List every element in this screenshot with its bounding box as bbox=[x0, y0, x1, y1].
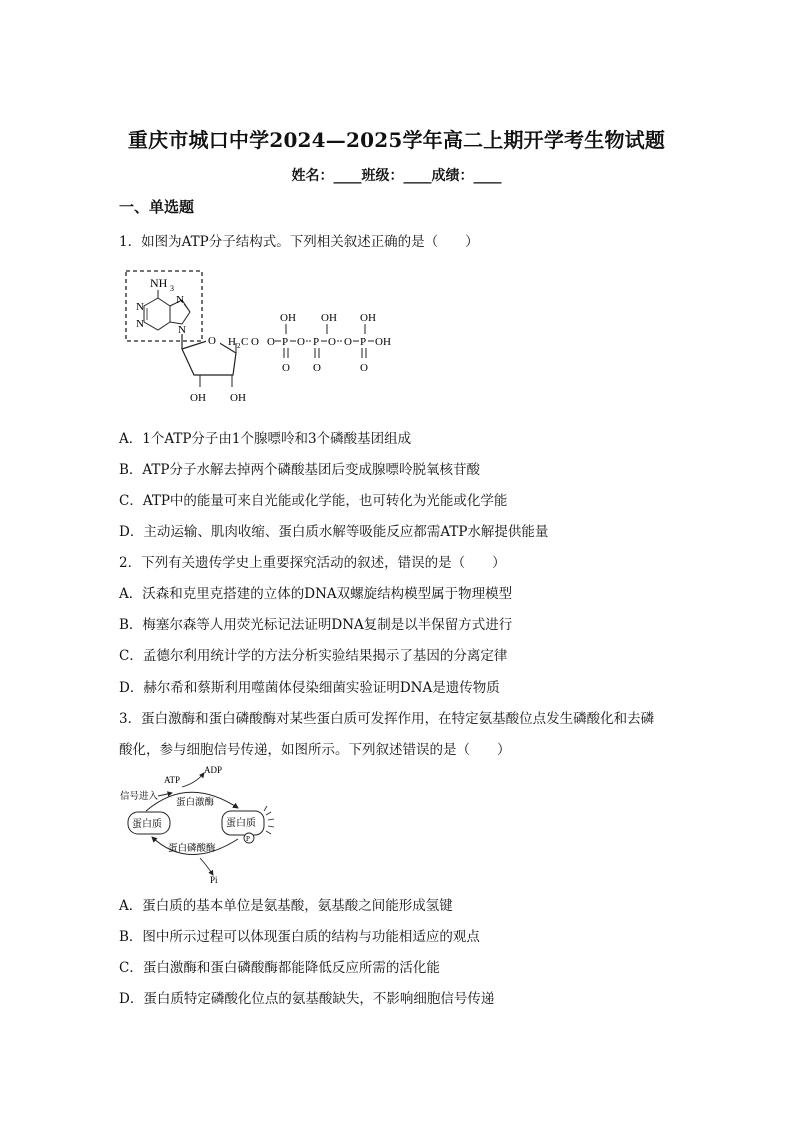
svg-text:O: O bbox=[313, 362, 321, 374]
svg-text:O: O bbox=[282, 362, 290, 374]
svg-text:P: P bbox=[282, 336, 289, 348]
pi-label: Pi bbox=[210, 875, 218, 885]
protein-phosphorylation-figure bbox=[118, 763, 283, 885]
svg-text:N: N bbox=[178, 324, 186, 336]
adp-label: ADP bbox=[204, 765, 223, 775]
svg-text:P: P bbox=[313, 336, 320, 348]
atp-label: ATP bbox=[164, 775, 181, 785]
protein-label: 蛋白质 bbox=[132, 819, 162, 830]
svg-text:N: N bbox=[136, 301, 144, 313]
signal-in-label: 信号进入 bbox=[120, 792, 159, 802]
svg-text:O: O bbox=[297, 336, 305, 348]
q3-option-d: D．蛋白质特定磷酸化位点的氨基酸缺失，不影响细胞信号传递 bbox=[119, 991, 495, 1007]
svg-text:C: C bbox=[241, 336, 249, 348]
q3-option-c: C．蛋白激酶和蛋白磷酸酶都能降低反应所需的活化能 bbox=[119, 960, 440, 976]
svg-text:O: O bbox=[360, 362, 368, 374]
svg-text:OH: OH bbox=[190, 392, 206, 404]
question-3-stem-line1: 3．蛋白激酶和蛋白磷酸酶对某些蛋白质可发挥作用，在特定氨基酸位点发生磷酸化和去磷 bbox=[119, 711, 655, 727]
phosphatase-label: 蛋白磷酸酶 bbox=[168, 844, 216, 854]
question-2-stem: 2．下列有关遗传学史上重要探究活动的叙述，错误的是（ ） bbox=[119, 555, 506, 571]
svg-text:OH: OH bbox=[230, 392, 246, 404]
question-3-stem-line2: 酸化，参与细胞信号传递，如图所示。下列叙述错误的是（ ） bbox=[119, 742, 511, 758]
svg-text:H: H bbox=[228, 336, 236, 348]
q1-option-b: B．ATP分子水解去掉两个磷酸基团后变成腺嘌呤脱氧核苷酸 bbox=[119, 462, 481, 478]
svg-text:2: 2 bbox=[237, 342, 241, 350]
student-info: 姓名：____班级：____成绩：____ bbox=[291, 168, 502, 184]
svg-text:O: O bbox=[251, 336, 259, 348]
kinase-label: 蛋白激酶 bbox=[176, 798, 215, 808]
svg-text:O: O bbox=[344, 336, 352, 348]
nh3-label: NH bbox=[150, 276, 168, 290]
q2-option-a: A．沃森和克里克搭建的立体的DNA双螺旋结构模型属于物理模型 bbox=[119, 586, 513, 602]
q2-option-b: B．梅塞尔森等人用荧光标记法证明DNA复制是以半保留方式进行 bbox=[119, 617, 513, 633]
q2-option-c: C．孟德尔利用统计学的方法分析实验结果揭示了基因的分离定律 bbox=[119, 648, 508, 664]
svg-text:O: O bbox=[208, 335, 216, 347]
svg-text:N: N bbox=[176, 294, 184, 306]
atp-structure-figure bbox=[118, 265, 418, 410]
svg-text:O: O bbox=[328, 336, 336, 348]
phospho-protein-label: 蛋白质 bbox=[226, 818, 256, 829]
nh3-subscript: 3 bbox=[170, 284, 174, 293]
q1-option-c: C．ATP中的能量可来自光能或化学能，也可转化为光能或化学能 bbox=[119, 493, 508, 509]
svg-text:P: P bbox=[360, 336, 367, 348]
svg-text:N: N bbox=[136, 318, 144, 330]
q3-option-a: A．蛋白质的基本单位是氨基酸，氨基酸之间能形成氢键 bbox=[119, 898, 453, 914]
q3-option-b: B．图中所示过程可以体现蛋白质的结构与功能相适应的观点 bbox=[119, 929, 480, 945]
svg-text:OH: OH bbox=[375, 336, 391, 348]
svg-text:OH: OH bbox=[360, 312, 376, 324]
phosphate-symbol: P bbox=[246, 835, 250, 843]
q1-option-a: A．1个ATP分子由1个腺嘌呤和3个磷酸基团组成 bbox=[119, 431, 412, 447]
svg-text:OH: OH bbox=[321, 312, 337, 324]
svg-text:O: O bbox=[267, 336, 275, 348]
q1-option-d: D．主动运输、肌肉收缩、蛋白质水解等吸能反应都需ATP水解提供能量 bbox=[119, 524, 549, 540]
question-1-stem: 1．如图为ATP分子结构式。下列相关叙述正确的是（ ） bbox=[119, 234, 479, 250]
q2-option-d: D．赫尔希和蔡斯利用噬菌体侵染细菌实验证明DNA是遗传物质 bbox=[119, 680, 500, 696]
exam-title: 重庆市城口中学2024—2025学年高二上期开学考生物试题 bbox=[127, 128, 666, 152]
section-heading: 一、单选题 bbox=[119, 198, 195, 216]
svg-text:OH: OH bbox=[280, 312, 296, 324]
